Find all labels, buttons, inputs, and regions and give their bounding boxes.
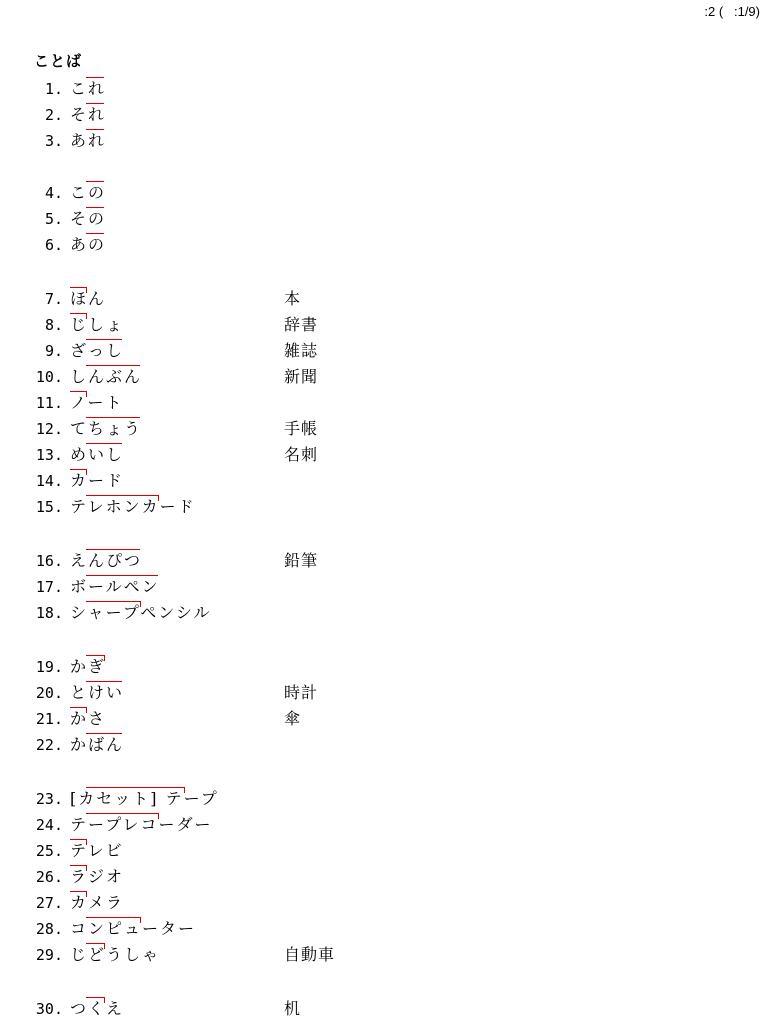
pitch-accent-mark — [70, 865, 87, 871]
entry-kana: じしょ — [70, 315, 125, 334]
entry-number: 19. — [35, 658, 63, 676]
entry-number: 27. — [35, 894, 63, 912]
entry-number: 10. — [35, 368, 63, 386]
page-info: :2 ( :1/9) — [704, 4, 760, 19]
entry-kana: コンピューター — [70, 919, 197, 938]
entry-number: 18. — [35, 604, 63, 622]
vocab-entry — [0, 549, 768, 573]
pitch-accent-mark — [86, 575, 158, 576]
pitch-accent-mark — [86, 733, 122, 734]
entry-kana: ほん — [70, 289, 107, 308]
entry-number: 16. — [35, 552, 63, 570]
pitch-accent-mark — [70, 891, 87, 897]
vocab-entry — [0, 287, 768, 311]
vocab-entry — [0, 207, 768, 231]
entry-kana: てちょう — [70, 419, 143, 438]
entry-kana: シャープペンシル — [70, 603, 212, 622]
entry-number: 26. — [35, 868, 63, 886]
vocab-entry — [0, 997, 768, 1021]
entry-number: 3. — [44, 132, 63, 150]
entry-kana: とけい — [70, 683, 125, 702]
vocab-entry — [0, 813, 768, 837]
entry-number: 2. — [44, 106, 63, 124]
entry-number: 30. — [35, 1000, 63, 1018]
entry-number: 9. — [44, 342, 63, 360]
entry-number: 8. — [44, 316, 63, 334]
entry-number: 4. — [44, 184, 63, 202]
vocab-entry — [0, 865, 768, 889]
entry-kanji: 新聞 — [284, 367, 319, 386]
pitch-accent-mark — [86, 681, 122, 682]
pitch-accent-mark — [86, 365, 140, 366]
entry-number: 25. — [35, 842, 63, 860]
vocab-entry — [0, 787, 768, 811]
entry-kana: めいし — [70, 445, 125, 464]
entry-number: 22. — [35, 736, 63, 754]
pitch-accent-mark — [86, 655, 105, 661]
pitch-accent-mark — [86, 601, 141, 607]
entry-number: 15. — [35, 498, 63, 516]
entry-kana: これ — [70, 79, 107, 98]
vocab-entry — [0, 233, 768, 257]
entry-kanji: 机 — [284, 999, 302, 1018]
pitch-accent-mark — [70, 287, 87, 293]
vocab-entry — [0, 839, 768, 863]
entry-kana: それ — [70, 105, 107, 124]
entry-kana: かさ — [70, 709, 107, 728]
entry-kana: あの — [70, 235, 107, 254]
pitch-accent-mark — [86, 813, 159, 819]
entry-number: 28. — [35, 920, 63, 938]
pitch-accent-mark — [86, 443, 122, 444]
vocab-entry — [0, 103, 768, 127]
section-title: ことば — [34, 52, 83, 70]
entry-kana: ノート — [70, 393, 124, 412]
vocab-entry — [0, 891, 768, 915]
entry-kana: その — [70, 209, 107, 228]
entry-kana: ボールペン — [70, 577, 160, 596]
vocab-entry — [0, 417, 768, 441]
vocab-entry — [0, 917, 768, 941]
entry-kanji: 鉛筆 — [284, 551, 319, 570]
entry-number: 5. — [44, 210, 63, 228]
vocab-entry — [0, 575, 768, 599]
pitch-accent-mark — [86, 549, 140, 550]
vocab-entry — [0, 391, 768, 415]
entry-kana: かぎ — [70, 657, 107, 676]
entry-number: 13. — [35, 446, 63, 464]
pitch-accent-mark — [86, 207, 104, 208]
pitch-accent-mark — [70, 313, 87, 319]
vocab-entry — [0, 129, 768, 153]
entry-kanji: 傘 — [284, 709, 302, 728]
pitch-accent-mark — [70, 707, 87, 713]
entry-kana: テレホンカード — [70, 497, 196, 516]
pitch-accent-mark — [70, 469, 87, 475]
entry-kanji: 自動車 — [284, 945, 336, 964]
entry-kana: カメラ — [70, 893, 125, 912]
pitch-accent-mark — [86, 339, 122, 340]
entry-kana: カード — [70, 471, 125, 490]
entry-kana: しんぶん — [70, 367, 143, 386]
vocab-entry — [0, 181, 768, 205]
pitch-accent-mark — [86, 103, 104, 104]
pitch-accent-mark — [70, 839, 87, 845]
entry-number: 17. — [35, 578, 63, 596]
entry-kana: この — [70, 183, 107, 202]
entry-number: 29. — [35, 946, 63, 964]
vocab-entry — [0, 469, 768, 493]
pitch-accent-mark — [86, 233, 104, 234]
entry-kana: [カセット] テープ — [70, 789, 219, 808]
vocab-entry — [0, 77, 768, 101]
vocab-entry — [0, 681, 768, 705]
pitch-accent-mark — [86, 129, 104, 130]
entry-number: 12. — [35, 420, 63, 438]
entry-kana: ざっし — [70, 341, 125, 360]
entry-number: 23. — [35, 790, 63, 808]
entry-number: 11. — [35, 394, 63, 412]
vocab-entry — [0, 495, 768, 519]
entry-number: 20. — [35, 684, 63, 702]
pitch-accent-mark — [86, 787, 185, 793]
vocab-entry — [0, 655, 768, 679]
entry-kana: ラジオ — [70, 867, 125, 886]
entry-number: 24. — [35, 816, 63, 834]
vocab-entry — [0, 707, 768, 731]
vocab-entry — [0, 365, 768, 389]
entry-number: 21. — [35, 710, 63, 728]
pitch-accent-mark — [86, 417, 140, 418]
entry-kana: テレビ — [70, 841, 124, 860]
entry-kana: つくえ — [70, 999, 125, 1018]
pitch-accent-mark — [86, 943, 105, 949]
vocab-entry — [0, 601, 768, 625]
entry-kanji: 手帳 — [284, 419, 319, 438]
entry-kana: かばん — [70, 735, 125, 754]
pitch-accent-mark — [86, 181, 104, 182]
entry-kana: じどうしゃ — [70, 945, 161, 964]
entry-kanji: 本 — [284, 289, 302, 308]
entry-kanji: 雑誌 — [284, 341, 319, 360]
pitch-accent-mark — [86, 77, 104, 78]
pitch-accent-mark — [70, 391, 87, 397]
entry-kanji: 辞書 — [284, 315, 319, 334]
entry-number: 6. — [44, 236, 63, 254]
vocab-entry — [0, 443, 768, 467]
entry-kana: えんぴつ — [70, 551, 143, 570]
pitch-accent-mark — [86, 917, 141, 923]
pitch-accent-mark — [86, 997, 105, 1003]
vocab-entry — [0, 313, 768, 337]
vocab-entry — [0, 339, 768, 363]
pitch-accent-mark — [86, 495, 159, 501]
entry-number: 1. — [44, 80, 63, 98]
entry-kana: あれ — [70, 131, 107, 150]
vocab-entry — [0, 943, 768, 967]
entry-number: 14. — [35, 472, 63, 490]
entry-number: 7. — [44, 290, 63, 308]
entry-kanji: 時計 — [284, 683, 319, 702]
vocab-entry — [0, 733, 768, 757]
entry-kana: テープレコーダー — [70, 815, 213, 834]
entry-kanji: 名刺 — [284, 445, 319, 464]
